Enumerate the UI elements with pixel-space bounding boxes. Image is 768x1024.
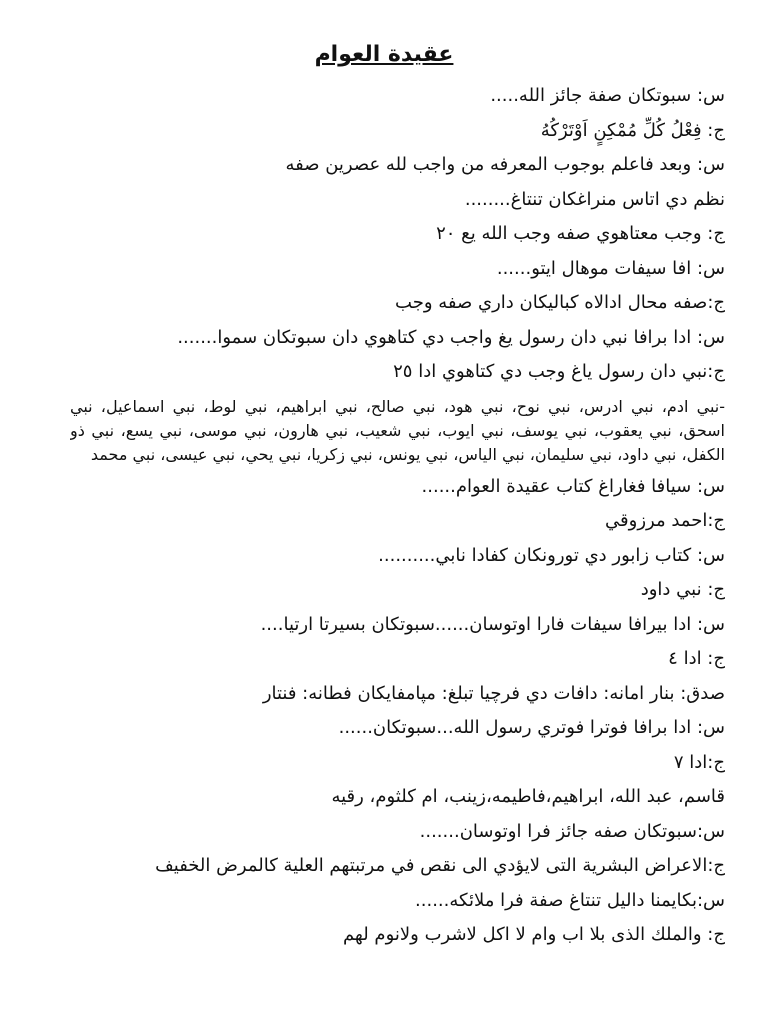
text-line: س:سبوتكان صفه جائز فرا اوتوسان....... (419, 820, 725, 842)
text-line: س: افا سيفات موهال ايتو...... (496, 257, 725, 279)
document-title: عقيدة العوام (314, 42, 454, 67)
text-line: ج:ادا ٧ (673, 751, 725, 773)
text-line: ج:صفه محال ادالاه كباليكان داري صفه وجب (395, 292, 725, 313)
text-line: س: ادا برافا نبي دان رسول يغ واجب دي كتاهوي دان سبوتكان سموا....... (177, 326, 725, 348)
text-line: ج: فِعْلُ كُلِّ مُمْكِنٍ اَوْتَرْكُهُ (540, 119, 725, 141)
text-line: س: كتاب زابور دي تورونكان كفادا نابي.......... (378, 544, 725, 566)
text-line: س: سبوتكان صفة جائز الله..... (490, 85, 725, 106)
text-line: ج: نبي داود (640, 579, 725, 600)
text-line: س: ادا بيرافا سيفات فارا اوتوسان......سبوتكان بسيرتا ارتيا.... (260, 613, 725, 635)
text-line: ج: والملك الذى بلا اب وام لا اكل لاشرب ولانوم لهم (342, 924, 725, 945)
prophets-list-paragraph: -نبي ادم، نبي ادرس، نبي نوح، نبي هود، نبي صالح، نبي ابراهيم، نبي لوط، نبي اسماعيل، نبي اسحق، نبي يعقوب، نبي يوسف، نبي ايوب، نبي شعيب، نبي هارون، نبي موسى، نبي يسع، نبي ذو الكفل، نبي داود، نبي سليمان، نبي الياس، نبي يونس، نبي زكريا، نبي يحي، نبي عيسى، نبي محمد (70, 396, 725, 464)
text-line: قاسم، عبد الله، ابراهيم،فاطيمه،زينب، ام كلثوم، رقيه (331, 786, 725, 807)
text-line: صدق: بنار امانه: دافات دي فرچيا تبلغ: مپامفايكان فطانه: فنتار (262, 682, 725, 704)
text-line: ج:نبي دان رسول ياغ وجب دي كتاهوي ادا ٢٥ (393, 361, 725, 382)
text-line: س: ادا برافا فوترا فوتري رسول الله...سبوتكان...... (338, 717, 725, 738)
text-line: ج:الاعراض البشرية التى لايؤدي الى نقص في مرتبتهم العلية كالمرض الخفيف (155, 855, 725, 876)
text-line: ج:احمد مرزوقي (605, 510, 725, 531)
text-line: ج: وجب معتاهوي صفه وجب الله يع ٢٠ (436, 223, 725, 244)
text-line: س:بكايمنا داليل تنتاغ صفة فرا ملائكه...... (415, 889, 725, 911)
qa-text-body (70, 82, 725, 956)
text-line: ج: ادا ٤ (668, 648, 725, 669)
text-line: س: سيافا فغاراغ كتاب عقيدة العوام...... (421, 475, 725, 497)
text-line: س: وبعد فاعلم بوجوب المعرفه من واجب لله عصرين صفه (285, 154, 725, 175)
text-line: نظم دي اتاس منراغكان تنتاغ........ (464, 188, 725, 210)
